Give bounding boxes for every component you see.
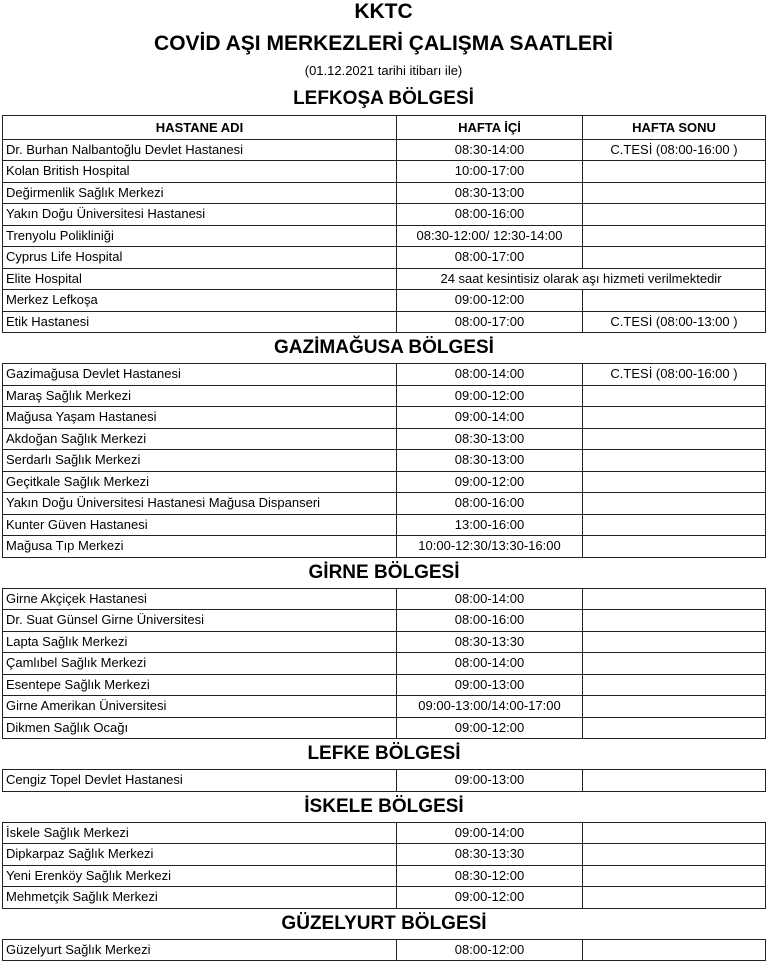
table-row: [3, 696, 766, 718]
weekend-hours: [583, 770, 766, 792]
weekday-hours: 08:30-13:00: [397, 182, 583, 204]
region-header-row: [3, 739, 766, 770]
hospital-name: Mağusa Tıp Merkezi: [3, 536, 397, 558]
hospital-name: Etik Hastanesi: [3, 311, 397, 333]
weekend-hours: [583, 717, 766, 739]
weekend-hours: [583, 588, 766, 610]
hospital-name: Maraş Sağlık Merkezi: [3, 385, 397, 407]
hospital-name: İskele Sağlık Merkezi: [3, 822, 397, 844]
hospital-name: Serdarlı Sağlık Merkezi: [3, 450, 397, 472]
region-title: İSKELE BÖLGESİ: [3, 791, 766, 822]
table-row: [3, 268, 766, 290]
weekday-hours: 10:00-12:30/13:30-16:00: [397, 536, 583, 558]
weekend-hours: C.TESİ (08:00-16:00 ): [583, 364, 766, 386]
weekday-hours: 09:00-12:00: [397, 290, 583, 312]
table-row: [3, 653, 766, 675]
weekday-hours: 08:30-13:00: [397, 450, 583, 472]
table-row: [3, 247, 766, 269]
table-header-row: [3, 116, 766, 140]
hospital-name: Güzelyurt Sağlık Merkezi: [3, 939, 397, 961]
table-row: [3, 290, 766, 312]
weekend-hours: [583, 844, 766, 866]
document-header: [0, 0, 767, 115]
weekday-hours: 09:00-14:00: [397, 822, 583, 844]
region-title: GİRNE BÖLGESİ: [3, 557, 766, 588]
weekend-hours: [583, 493, 766, 515]
weekend-hours: [583, 822, 766, 844]
hospital-name: Mehmetçik Sağlık Merkezi: [3, 887, 397, 909]
weekday-hours: 08:30-13:30: [397, 631, 583, 653]
col-header-weekday: HAFTA İÇİ: [397, 116, 583, 140]
weekend-hours: [583, 610, 766, 632]
table-row: [3, 822, 766, 844]
table-row: [3, 139, 766, 161]
hospital-name: Elite Hospital: [3, 268, 397, 290]
weekday-hours: 08:00-16:00: [397, 204, 583, 226]
table-row: [3, 770, 766, 792]
weekend-hours: [583, 161, 766, 183]
col-header-weekend: HAFTA SONU: [583, 116, 766, 140]
weekend-hours: [583, 182, 766, 204]
hospital-name: Dipkarpaz Sağlık Merkezi: [3, 844, 397, 866]
weekend-hours: [583, 696, 766, 718]
table-row: [3, 471, 766, 493]
weekend-hours: [583, 385, 766, 407]
hospital-name: Akdoğan Sağlık Merkezi: [3, 428, 397, 450]
weekday-hours: 08:00-14:00: [397, 364, 583, 386]
table-row: [3, 631, 766, 653]
combined-hours: 24 saat kesintisiz olarak aşı hizmeti verilmektedir: [397, 268, 766, 290]
weekend-hours: [583, 471, 766, 493]
weekend-hours: [583, 674, 766, 696]
weekday-hours: 09:00-13:00: [397, 674, 583, 696]
region-header-row: [3, 908, 766, 939]
hospital-name: Yeni Erenköy Sağlık Merkezi: [3, 865, 397, 887]
region-title: LEFKOŞA BÖLGESİ: [293, 88, 474, 109]
weekday-hours: 09:00-13:00: [397, 770, 583, 792]
hospital-name: Esentepe Sağlık Merkezi: [3, 674, 397, 696]
hospital-name: Dr. Burhan Nalbantoğlu Devlet Hastanesi: [3, 139, 397, 161]
hospital-name: Merkez Lefkoşa: [3, 290, 397, 312]
weekday-hours: 13:00-16:00: [397, 514, 583, 536]
region-title: GÜZELYURT BÖLGESİ: [3, 908, 766, 939]
weekday-hours: 08:30-12:00/ 12:30-14:00: [397, 225, 583, 247]
weekday-hours: 08:30-14:00: [397, 139, 583, 161]
weekday-hours: 09:00-12:00: [397, 385, 583, 407]
weekday-hours: 10:00-17:00: [397, 161, 583, 183]
table-row: [3, 514, 766, 536]
weekday-hours: 08:00-17:00: [397, 311, 583, 333]
region-title: GAZİMAĞUSA BÖLGESİ: [3, 333, 766, 364]
hospital-name: Dikmen Sağlık Ocağı: [3, 717, 397, 739]
hospital-name: Çamlıbel Sağlık Merkezi: [3, 653, 397, 675]
weekday-hours: 08:30-13:30: [397, 844, 583, 866]
table-row: [3, 407, 766, 429]
weekend-hours: [583, 865, 766, 887]
weekday-hours: 08:30-12:00: [397, 865, 583, 887]
table-row: [3, 674, 766, 696]
weekday-hours: 09:00-12:00: [397, 471, 583, 493]
region-title: LEFKE BÖLGESİ: [3, 739, 766, 770]
table-row: [3, 717, 766, 739]
table-row: [3, 450, 766, 472]
table-row: [3, 493, 766, 515]
hospital-name: Değirmenlik Sağlık Merkezi: [3, 182, 397, 204]
weekend-hours: [583, 290, 766, 312]
weekday-hours: 08:00-12:00: [397, 939, 583, 961]
hospital-name: Yakın Doğu Üniversitesi Hastanesi: [3, 204, 397, 226]
hospital-name: Mağusa Yaşam Hastanesi: [3, 407, 397, 429]
table-row: [3, 225, 766, 247]
table-row: [3, 610, 766, 632]
doc-title: KKTC: [354, 0, 413, 23]
hospital-name: Girne Akçiçek Hastanesi: [3, 588, 397, 610]
weekend-hours: [583, 450, 766, 472]
table-row: [3, 161, 766, 183]
table-row: [3, 428, 766, 450]
date-note: (01.12.2021 tarihi itibarı ile): [304, 63, 463, 78]
weekday-hours: 08:00-16:00: [397, 493, 583, 515]
doc-subtitle: COVİD AŞI MERKEZLERİ ÇALIŞMA SAATLERİ: [154, 32, 613, 55]
weekend-hours: [583, 204, 766, 226]
table-row: [3, 536, 766, 558]
weekday-hours: 08:00-17:00: [397, 247, 583, 269]
weekday-hours: 09:00-12:00: [397, 887, 583, 909]
weekend-hours: [583, 536, 766, 558]
weekend-hours: [583, 887, 766, 909]
hospital-name: Geçitkale Sağlık Merkezi: [3, 471, 397, 493]
weekday-hours: 08:30-13:00: [397, 428, 583, 450]
table-row: [3, 204, 766, 226]
weekend-hours: [583, 407, 766, 429]
hospital-name: Gazimağusa Devlet Hastanesi: [3, 364, 397, 386]
weekday-hours: 08:00-14:00: [397, 653, 583, 675]
region-header-row: [3, 333, 766, 364]
weekend-hours: C.TESİ (08:00-13:00 ): [583, 311, 766, 333]
region-header-row: [3, 791, 766, 822]
weekday-hours: 09:00-14:00: [397, 407, 583, 429]
table-row: [3, 844, 766, 866]
weekend-hours: [583, 225, 766, 247]
col-header-hospital: HASTANE ADI: [3, 116, 397, 140]
table-row: [3, 588, 766, 610]
schedule-table: [2, 115, 766, 961]
table-row: [3, 887, 766, 909]
hospital-name: Girne Amerikan Üniversitesi: [3, 696, 397, 718]
region-header-row: [3, 557, 766, 588]
hospital-name: Kunter Güven Hastanesi: [3, 514, 397, 536]
weekday-hours: 09:00-13:00/14:00-17:00: [397, 696, 583, 718]
hospital-name: Cengiz Topel Devlet Hastanesi: [3, 770, 397, 792]
hospital-name: Trenyolu Polikliniği: [3, 225, 397, 247]
hospital-name: Cyprus Life Hospital: [3, 247, 397, 269]
table-row: [3, 182, 766, 204]
weekday-hours: 09:00-12:00: [397, 717, 583, 739]
table-row: [3, 385, 766, 407]
hospital-name: Kolan British Hospital: [3, 161, 397, 183]
table-row: [3, 311, 766, 333]
hospital-name: Lapta Sağlık Merkezi: [3, 631, 397, 653]
weekday-hours: 08:00-14:00: [397, 588, 583, 610]
table-row: [3, 939, 766, 961]
weekend-hours: [583, 247, 766, 269]
weekend-hours: [583, 514, 766, 536]
weekday-hours: 08:00-16:00: [397, 610, 583, 632]
weekend-hours: [583, 939, 766, 961]
weekend-hours: [583, 653, 766, 675]
table-row: [3, 865, 766, 887]
weekend-hours: [583, 428, 766, 450]
weekend-hours: C.TESİ (08:00-16:00 ): [583, 139, 766, 161]
hospital-name: Dr. Suat Günsel Girne Üniversitesi: [3, 610, 397, 632]
weekend-hours: [583, 631, 766, 653]
hospital-name: Yakın Doğu Üniversitesi Hastanesi Mağusa Dispanseri: [3, 493, 397, 515]
table-row: [3, 364, 766, 386]
